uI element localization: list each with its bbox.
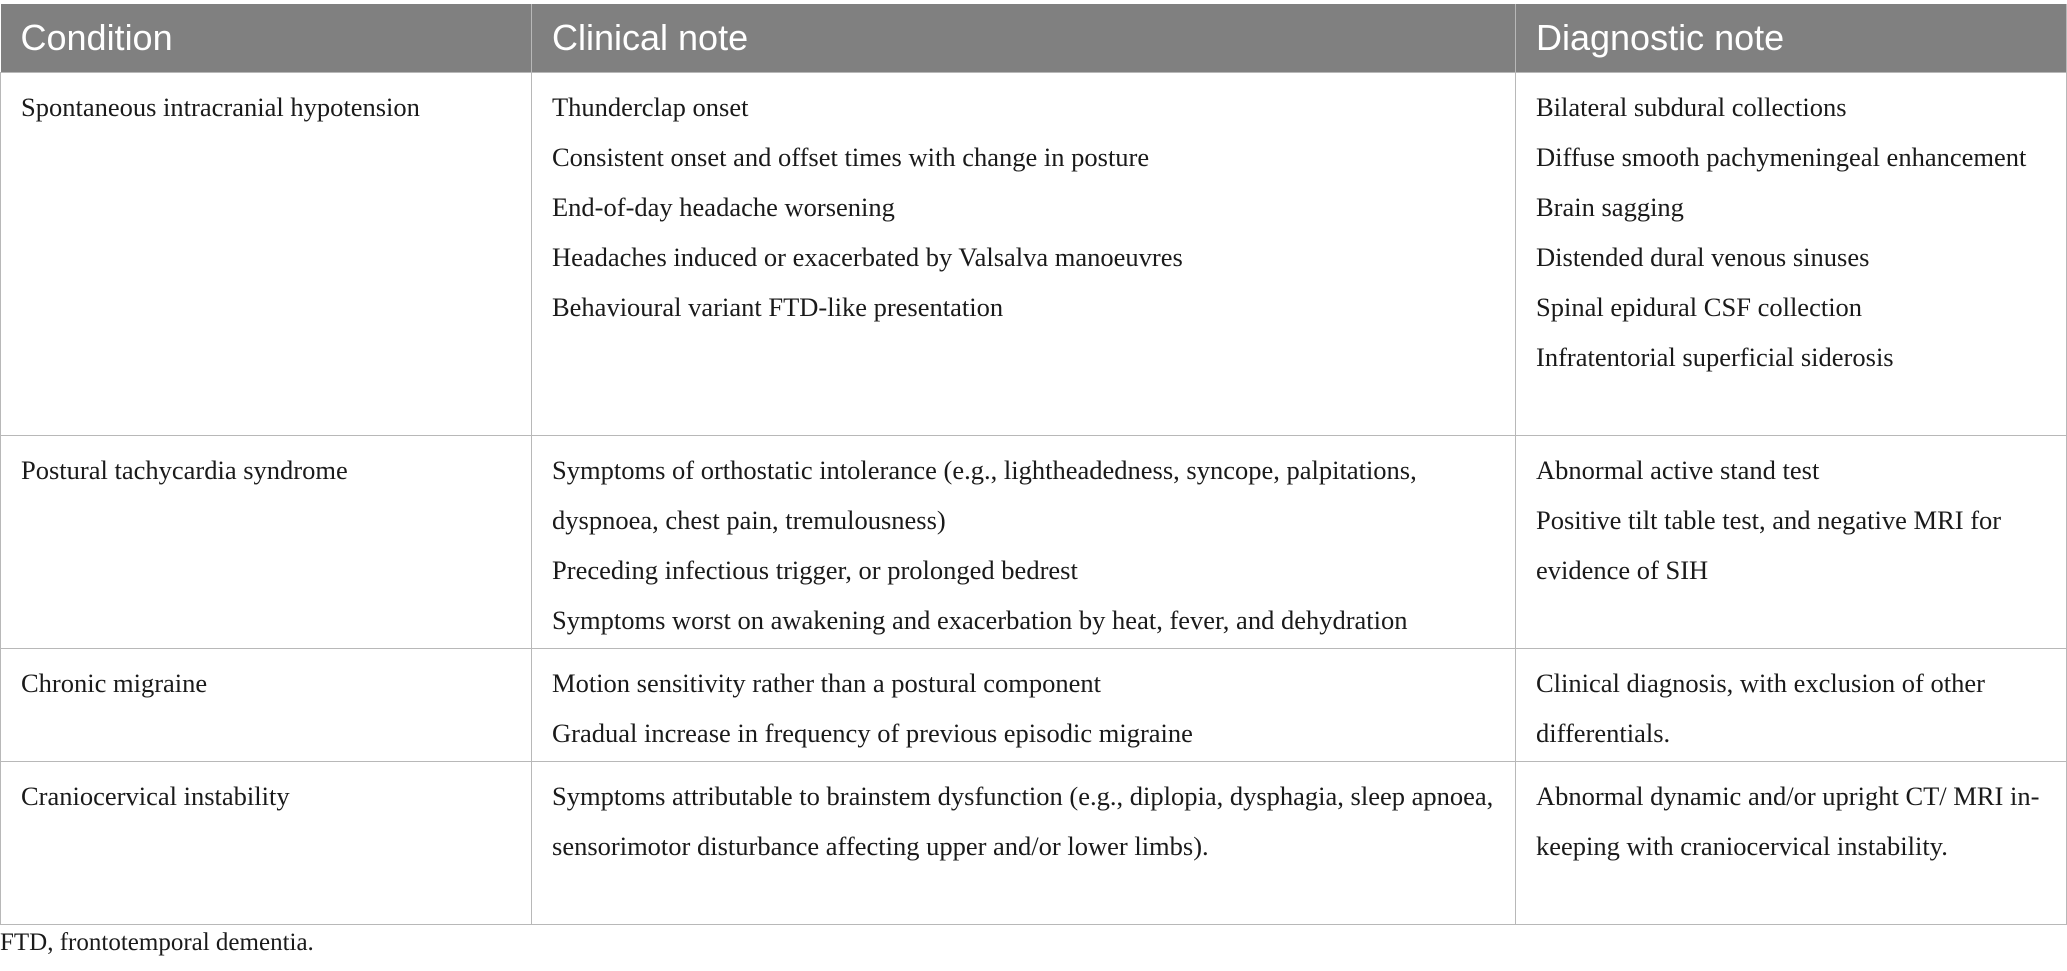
diagnostic-note-cell — [1516, 73, 2067, 436]
clinical-note-item: Thunderclap onset — [552, 92, 749, 122]
table-row — [1, 649, 2067, 762]
clinical-note-item: Motion sensitivity rather than a postural component — [552, 668, 1102, 698]
table-body — [1, 73, 2067, 925]
clinical-note-item: Symptoms worst on awakening and exacerbation by heat, fever, and dehydration — [552, 605, 1408, 635]
table-row — [1, 73, 2067, 436]
diagnostic-note-item: Infratentorial superficial siderosis — [1536, 342, 1894, 372]
table-row — [1, 762, 2067, 925]
condition-text: Craniocervical instability — [21, 781, 290, 811]
differential-table — [0, 4, 2067, 925]
diagnostic-note-item: Diffuse smooth pachymeningeal enhancement — [1536, 142, 2027, 172]
diagnostic-note-item: Distended dural venous sinuses — [1536, 242, 1870, 272]
table-header — [1, 4, 2067, 73]
differential-table-container — [0, 4, 2067, 925]
clinical-note-item: Symptoms of orthostatic intolerance (e.g., lightheadedness, syncope, palpitations, dyspnoea, chest pain, tremulousness) — [552, 455, 1417, 535]
clinical-note-item: End-of-day headache worsening — [552, 192, 895, 222]
clinical-note-item: Preceding infectious trigger, or prolonged bedrest — [552, 555, 1078, 585]
condition-cell — [1, 649, 532, 762]
header-condition: Condition — [1, 4, 532, 73]
diagnostic-note-cell — [1516, 436, 2067, 649]
clinical-note-item: Consistent onset and offset times with change in posture — [552, 142, 1150, 172]
diagnostic-note-item: Positive tilt table test, and negative MRI for evidence of SIH — [1536, 505, 2002, 585]
diagnostic-note-item: Bilateral subdural collections — [1536, 92, 1847, 122]
clinical-note-item: Gradual increase in frequency of previous episodic migraine — [552, 718, 1193, 748]
condition-cell — [1, 762, 532, 925]
clinical-note-item: Headaches induced or exacerbated by Valsalva manoeuvres — [552, 242, 1183, 272]
condition-text: Chronic migraine — [21, 668, 208, 698]
clinical-note-item: Symptoms attributable to brainstem dysfunction (e.g., diplopia, dysphagia, sleep apnoea, sensorimotor disturbance affecting upper and/or lower limbs). — [552, 781, 1494, 861]
table-footnote: FTD, frontotemporal dementia. — [0, 929, 314, 956]
clinical-note-cell — [532, 73, 1516, 436]
diagnostic-note-item: Abnormal dynamic and/or upright CT/ MRI in-keeping with craniocervical instability. — [1536, 781, 2040, 861]
condition-cell — [1, 73, 532, 436]
header-clinical-note: Clinical note — [532, 4, 1516, 73]
diagnostic-note-item: Brain sagging — [1536, 192, 1684, 222]
condition-text: Postural tachycardia syndrome — [21, 455, 348, 485]
condition-text: Spontaneous intracranial hypotension — [21, 92, 420, 122]
diagnostic-note-item: Clinical diagnosis, with exclusion of other differentials. — [1536, 668, 1985, 748]
diagnostic-note-item: Spinal epidural CSF collection — [1536, 292, 1863, 322]
clinical-note-cell — [532, 436, 1516, 649]
header-row — [1, 4, 2067, 73]
diagnostic-note-cell — [1516, 762, 2067, 925]
clinical-note-cell — [532, 649, 1516, 762]
diagnostic-note-cell — [1516, 649, 2067, 762]
table-row — [1, 436, 2067, 649]
clinical-note-item: Behavioural variant FTD-like presentation — [552, 292, 1004, 322]
clinical-note-cell — [532, 762, 1516, 925]
header-diagnostic-note: Diagnostic note — [1516, 4, 2067, 73]
diagnostic-note-item: Abnormal active stand test — [1536, 455, 1820, 485]
condition-cell — [1, 436, 532, 649]
